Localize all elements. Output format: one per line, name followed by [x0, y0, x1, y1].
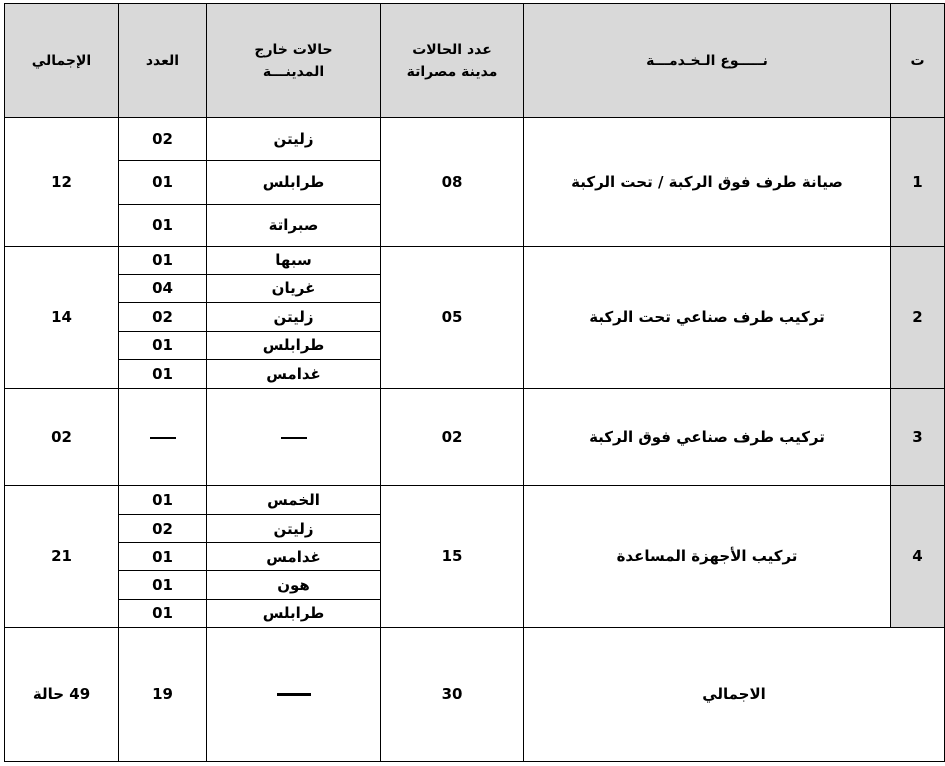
- row-total: 14: [5, 246, 119, 388]
- table-row: [5, 246, 945, 274]
- misrata-count: 15: [381, 486, 524, 627]
- city-name: هون: [207, 571, 381, 600]
- dash-mark: [277, 693, 311, 696]
- city-name: طرابلس: [207, 331, 381, 359]
- misrata-count: 05: [381, 246, 524, 388]
- city-name: غدامس: [207, 543, 381, 571]
- row-number: 1: [891, 118, 945, 246]
- header-row: [5, 4, 945, 118]
- city-name: غريان: [207, 274, 381, 302]
- city-name: طرابلس: [207, 600, 381, 627]
- city-count: 04: [119, 274, 207, 302]
- summary-outside-dash: [207, 627, 381, 762]
- city-count: 02: [119, 118, 207, 161]
- header-outside-line2: المدينـــة: [262, 63, 325, 80]
- table-row: [5, 486, 945, 515]
- misrata-count: 08: [381, 118, 524, 246]
- row-number: 2: [891, 246, 945, 388]
- header-total: الإجمالي: [5, 4, 119, 118]
- outside-dash: [207, 388, 381, 485]
- city-count: 02: [119, 515, 207, 543]
- summary-row: [5, 627, 945, 762]
- service-name: تركيب الأجهزة المساعدة: [524, 486, 891, 627]
- dash-mark: [281, 437, 307, 439]
- table-row: [5, 388, 945, 485]
- table-row: [5, 118, 945, 161]
- row-total: 21: [5, 486, 119, 627]
- header-outside-city: [207, 4, 381, 118]
- header-misrata-line2: مدينة مصراتة: [406, 63, 498, 80]
- city-name: غدامس: [207, 359, 381, 388]
- dash-mark: [150, 437, 176, 439]
- city-count: 01: [119, 359, 207, 388]
- city-count: 01: [119, 543, 207, 571]
- row-total: 02: [5, 388, 119, 485]
- row-total: 12: [5, 118, 119, 246]
- city-name: صبراتة: [207, 204, 381, 246]
- misrata-count: 02: [381, 388, 524, 485]
- city-name: الخمس: [207, 486, 381, 515]
- city-name: سبها: [207, 246, 381, 274]
- city-count: 01: [119, 600, 207, 627]
- service-name: تركيب طرف صناعي تحت الركبة: [524, 246, 891, 388]
- city-name: زليتن: [207, 302, 381, 331]
- city-count: 01: [119, 486, 207, 515]
- header-misrata-line1: عدد الحالات: [412, 41, 492, 58]
- summary-total: 49 حالة: [5, 627, 119, 762]
- city-name: زليتن: [207, 515, 381, 543]
- header-number: ت: [891, 4, 945, 118]
- city-name: طرابلس: [207, 161, 381, 204]
- service-name: تركيب طرف صناعي فوق الركبة: [524, 388, 891, 485]
- city-count: 02: [119, 302, 207, 331]
- summary-count: 19: [119, 627, 207, 762]
- count-dash: [119, 388, 207, 485]
- city-count: 01: [119, 161, 207, 204]
- header-misrata-cases: [381, 4, 524, 118]
- header-outside-line1: حالات خارج: [254, 41, 333, 58]
- service-name: صيانة طرف فوق الركبة / تحت الركبة: [524, 118, 891, 246]
- header-count: العدد: [119, 4, 207, 118]
- city-count: 01: [119, 331, 207, 359]
- summary-misrata: 30: [381, 627, 524, 762]
- row-number: 4: [891, 486, 945, 627]
- services-table: [4, 3, 945, 762]
- header-service-type: نـــــوع الـخـدمـــة: [524, 4, 891, 118]
- city-count: 01: [119, 204, 207, 246]
- city-name: زليتن: [207, 118, 381, 161]
- city-count: 01: [119, 246, 207, 274]
- city-count: 01: [119, 571, 207, 600]
- summary-label: الاجمالي: [524, 627, 945, 762]
- row-number: 3: [891, 388, 945, 485]
